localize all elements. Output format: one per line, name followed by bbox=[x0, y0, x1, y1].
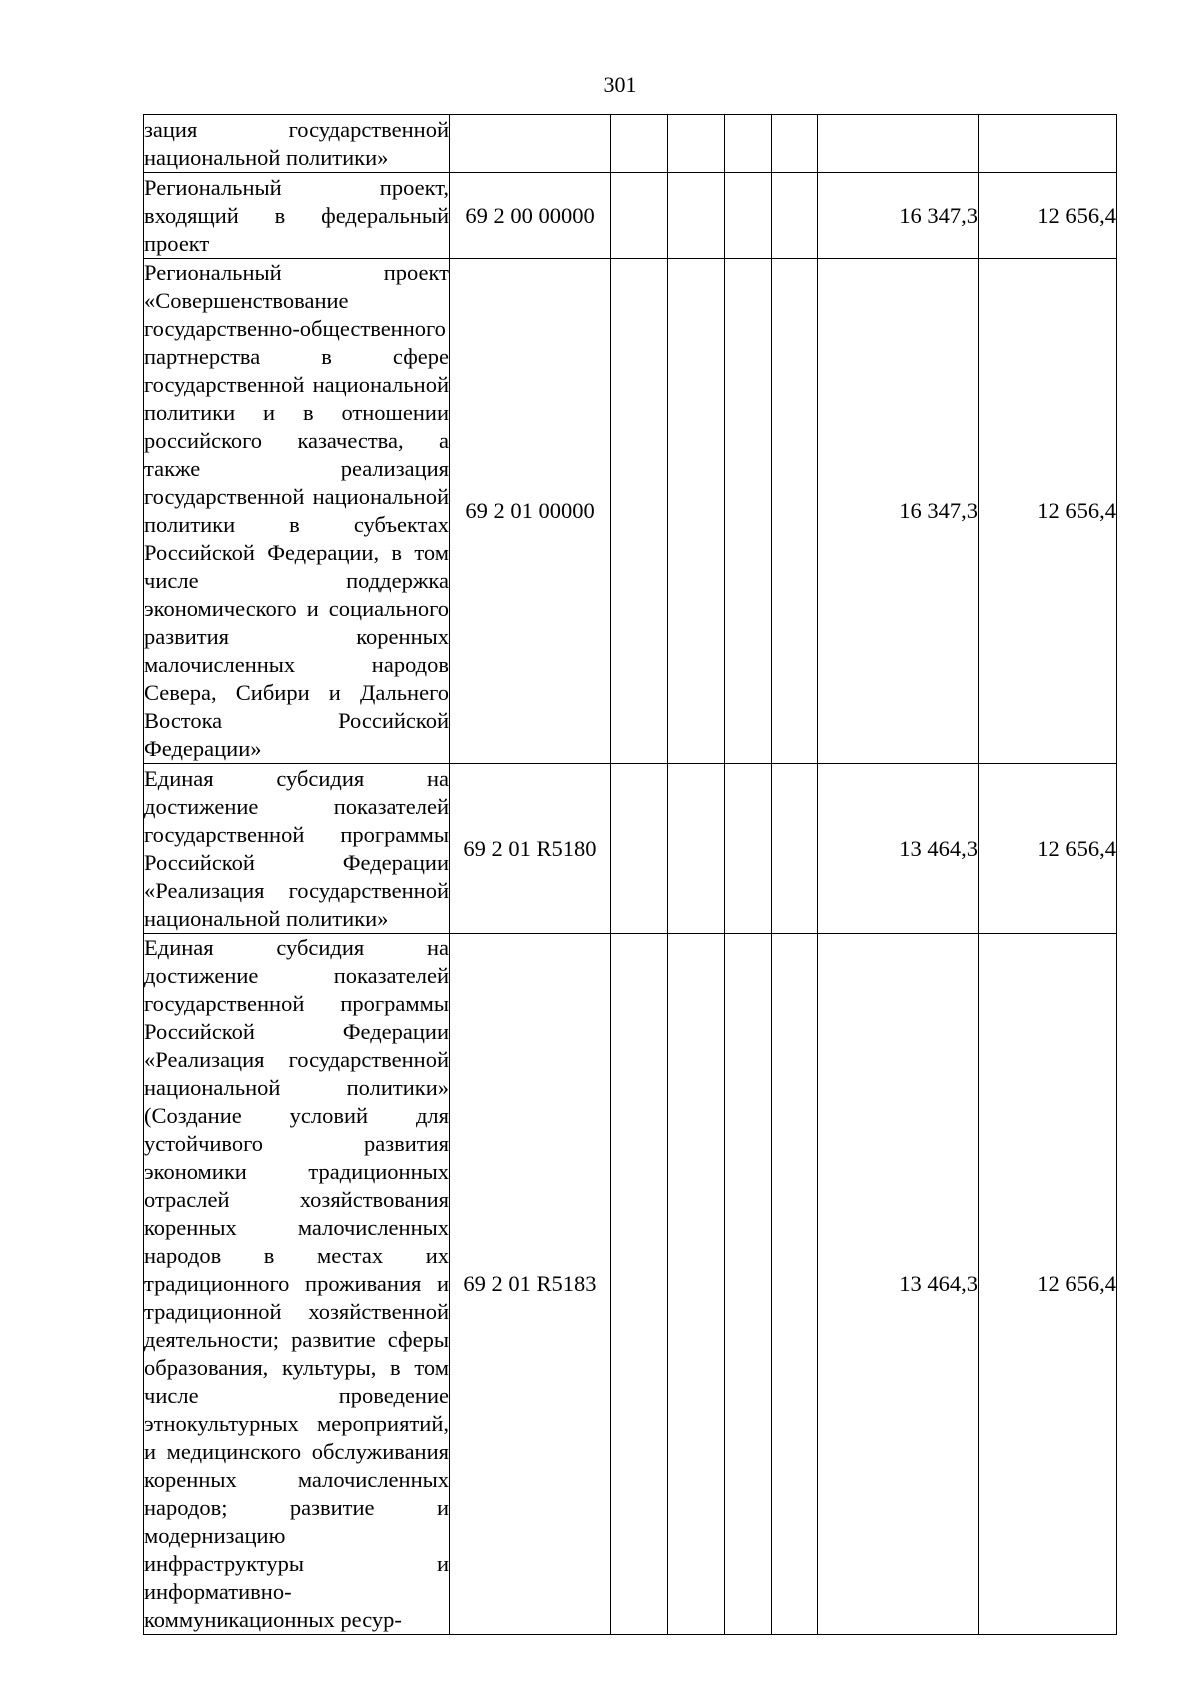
table-row bbox=[144, 259, 1117, 764]
row-name-cell: зация государственной национальной политики» bbox=[144, 115, 450, 173]
row-empty-cell bbox=[611, 934, 668, 1635]
row-empty-cell bbox=[611, 173, 668, 259]
row-empty-cell bbox=[772, 764, 818, 934]
row-empty-cell bbox=[772, 173, 818, 259]
table-row bbox=[144, 173, 1117, 259]
row-empty-cell bbox=[668, 115, 725, 173]
row-empty-cell bbox=[725, 115, 772, 173]
row-name-cell: Региональный проект, входящий в федеральный проект bbox=[144, 173, 450, 259]
row-amount-2-cell: 12 656,4 bbox=[979, 934, 1117, 1635]
row-empty-cell bbox=[772, 115, 818, 173]
row-empty-cell bbox=[668, 173, 725, 259]
table-row bbox=[144, 115, 1117, 173]
row-name-cell: Региональный проект «Совершенствование государственно-общественного партнерства в сфере государственной национальной политики и в отношении российского казачества, а также реализация государственной национальной политики в субъектах Российской Федерации, в том числе поддержка экономического и социального развития коренных малочисленных народов Севера, Сибири и Дальнего Востока Российской Федерации» bbox=[144, 259, 450, 764]
row-amount-2-cell: 12 656,4 bbox=[979, 764, 1117, 934]
table-row bbox=[144, 934, 1117, 1635]
row-name-cell: Единая субсидия на достижение показателей государственной программы Российской Федерации «Реализация государственной национальной политики» (Создание условий для устойчивого развития экономики традиционных отраслей хозяйствования коренных малочисленных народов в местах их традиционного проживания и традиционной хозяйственной деятельности; развитие сферы образования, культуры, в том числе проведение этнокультурных мероприятий, и медицинского обслуживания коренных малочисленных народов; развитие и модернизацию инфраструктуры и информативно-коммуникационных ресур- bbox=[144, 934, 450, 1635]
row-empty-cell bbox=[725, 934, 772, 1635]
row-empty-cell bbox=[725, 259, 772, 764]
row-amount-2-cell: 12 656,4 bbox=[979, 259, 1117, 764]
row-empty-cell bbox=[668, 259, 725, 764]
row-empty-cell bbox=[772, 934, 818, 1635]
row-amount-1-cell: 16 347,3 bbox=[818, 173, 979, 259]
budget-table bbox=[143, 114, 1117, 1635]
row-amount-1-cell bbox=[818, 115, 979, 173]
row-empty-cell bbox=[668, 934, 725, 1635]
row-code-cell bbox=[450, 115, 611, 173]
row-empty-cell bbox=[611, 259, 668, 764]
row-code-cell: 69 2 01 00000 bbox=[450, 259, 611, 764]
row-empty-cell bbox=[725, 173, 772, 259]
row-code-cell: 69 2 01 R5180 bbox=[450, 764, 611, 934]
row-amount-1-cell: 16 347,3 bbox=[818, 259, 979, 764]
row-code-cell: 69 2 01 R5183 bbox=[450, 934, 611, 1635]
row-amount-1-cell: 13 464,3 bbox=[818, 934, 979, 1635]
row-amount-2-cell: 12 656,4 bbox=[979, 173, 1117, 259]
row-code-cell: 69 2 00 00000 bbox=[450, 173, 611, 259]
row-amount-2-cell bbox=[979, 115, 1117, 173]
table-row bbox=[144, 764, 1117, 934]
row-amount-1-cell: 13 464,3 bbox=[818, 764, 979, 934]
row-name-cell: Единая субсидия на достижение показателей государственной программы Российской Федерации «Реализация государственной национальной политики» bbox=[144, 764, 450, 934]
row-empty-cell bbox=[772, 259, 818, 764]
row-empty-cell bbox=[611, 764, 668, 934]
row-empty-cell bbox=[725, 764, 772, 934]
row-empty-cell bbox=[668, 764, 725, 934]
row-empty-cell bbox=[611, 115, 668, 173]
page-number: 301 bbox=[603, 72, 637, 97]
